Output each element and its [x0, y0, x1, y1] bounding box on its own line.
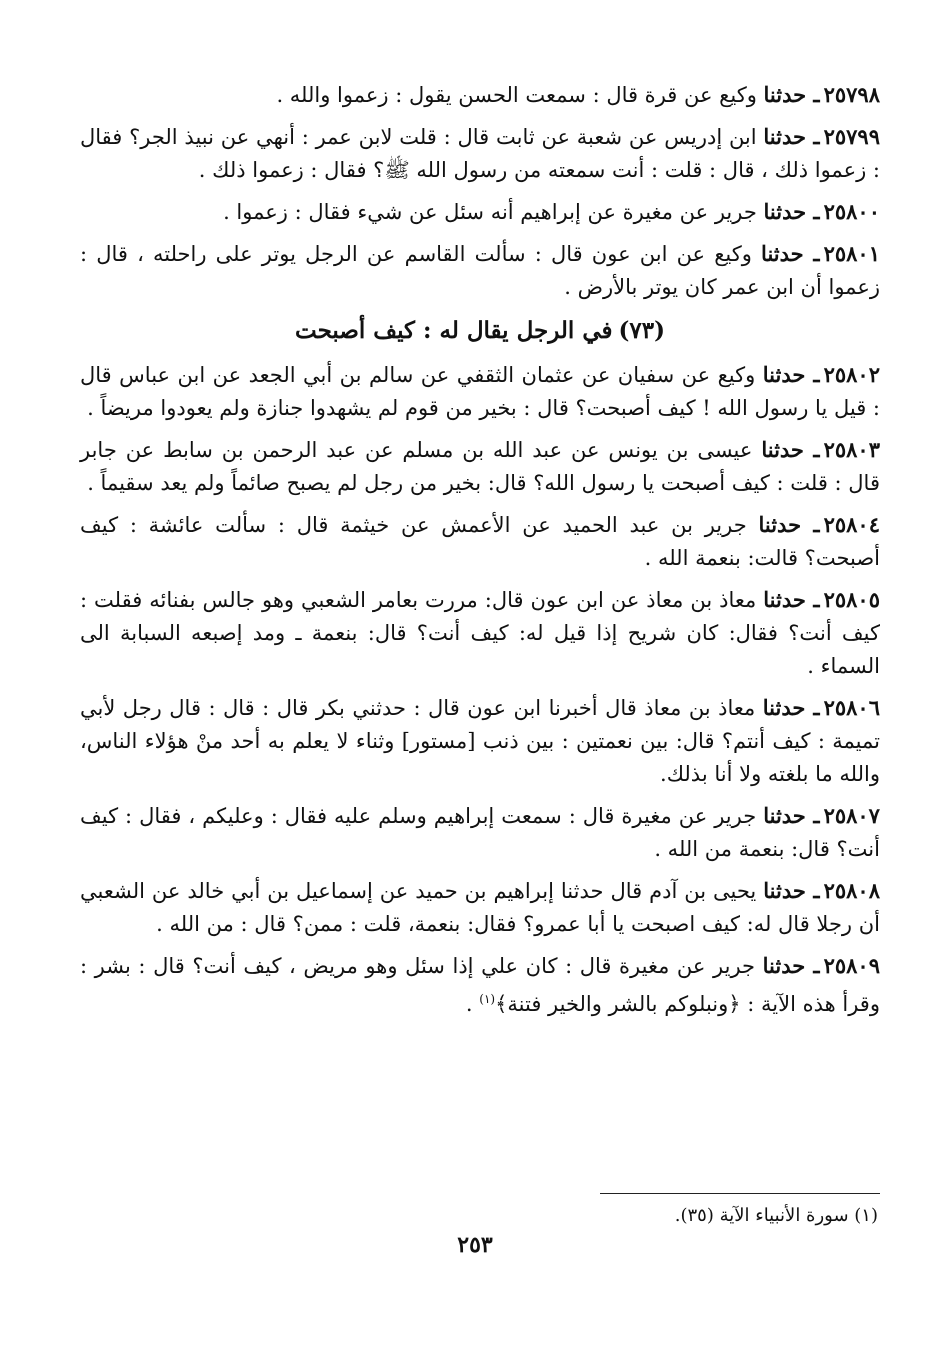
- chapter-title: في الرجل يقال له : كيف أصبحت: [294, 317, 613, 344]
- hadith-25804: [80, 508, 880, 575]
- hadith-lead: ـ حدثنا: [763, 199, 820, 224]
- hadith-number: ٢٥٨٠٣: [823, 437, 880, 462]
- hadith-text: عيسى بن يونس عن عبد الله بن مسلم عن عبد الرحمن بن سابط عن جابر قال : قلت : كيف أصبحت يا رسول الله؟ قال: بخير من رجل لم يصبح صائماً ولم يعد سقيماً .: [80, 438, 880, 495]
- hadith-25809: [80, 949, 880, 1021]
- hadith-text: جرير عن مغيرة قال : كان علي إذا سئل وهو مريض ، كيف أنت؟ قال : بشر : وقرأ هذه الآية : ﴿ونبلوكم بالشر والخير فتنة﴾: [80, 954, 880, 1016]
- hadith-number: ٢٥٨٠١: [823, 241, 880, 266]
- footnote-ref: (١): [479, 992, 496, 1006]
- hadith-25807: [80, 799, 880, 866]
- footnote: (١) سورة الأنبياء الآية (٣٥).: [674, 1205, 878, 1226]
- page-number: ٢٥٣: [457, 1232, 493, 1258]
- hadith-lead: ـ حدثنا: [758, 512, 820, 537]
- hadith-25805: [80, 583, 880, 683]
- hadith-number: ٢٥٨٠٥: [823, 587, 880, 612]
- hadith-text: وكيع عن سفيان عن عثمان الثقفي عن سالم بن أبي الجعد عن ابن عباس قال : قيل يا رسول الله ! كيف أصبحت؟ قال : بخير من قوم لم يشهدوا جنازة ولم يعودوا مريضاً .: [80, 363, 880, 420]
- hadith-text: معاذ بن معاذ عن ابن عون قال: مررت بعامر الشعبي وهو جالس بفنائه فقلت : كيف أنت؟ فقال: كان شريح إذا قيل له: كيف أنت؟ قال: بنعمة ـ ومد إصبعه السبابة الى السماء .: [80, 588, 880, 678]
- hadith-text: معاذ بن معاذ قال أخبرنا ابن عون قال : حدثني بكر قال : قال : قال رجل لأبي تميمة : كيف أنتم؟ قال: بين نعمتين : بين ذنب [مستور] وثناء لا يعلم به أحد منْ هؤلاء الناس، والله ما بلغته ولا أنا بذلك.: [80, 696, 880, 786]
- hadith-25800: [80, 195, 880, 229]
- hadith-25798: [80, 78, 880, 112]
- hadith-number: ٢٥٧٩٩: [823, 124, 880, 149]
- hadith-text: جرير عن مغيرة قال : سمعت إبراهيم وسلم عليه فقال : وعليكم ، فقال : كيف أنت؟ قال: بنعمة من الله .: [80, 804, 880, 861]
- hadith-number: ٢٥٨٠٤: [823, 512, 880, 537]
- hadith-lead: ـ حدثنا: [761, 241, 820, 266]
- hadith-lead: ـ حدثنا: [762, 953, 820, 978]
- hadith-lead: ـ حدثنا: [762, 695, 820, 720]
- hadith-lead: ـ حدثنا: [763, 803, 820, 828]
- footnote-divider: [600, 1193, 880, 1194]
- hadith-lead: ـ حدثنا: [762, 362, 820, 387]
- hadith-lead: ـ حدثنا: [761, 437, 820, 462]
- hadith-25802: [80, 358, 880, 425]
- hadith-lead: ـ حدثنا: [763, 587, 820, 612]
- hadith-text: وكيع عن قرة قال : سمعت الحسن يقول : زعموا والله .: [276, 83, 757, 107]
- hadith-number: ٢٥٨٠٢: [823, 362, 880, 387]
- hadith-text: جرير عن مغيرة عن إبراهيم أنه سئل عن شيء فقال : زعموا .: [223, 200, 757, 224]
- chapter-heading: [80, 314, 880, 348]
- hadith-number: ٢٥٨٠٧: [823, 803, 880, 828]
- hadith-tail: .: [465, 992, 480, 1016]
- hadith-number: ٢٥٧٩٨: [823, 82, 880, 107]
- page-body: [80, 78, 880, 1029]
- hadith-25803: [80, 433, 880, 500]
- hadith-number: ٢٥٨٠٦: [823, 695, 880, 720]
- hadith-number: ٢٥٨٠٩: [823, 953, 880, 978]
- hadith-lead: ـ حدثنا: [763, 124, 820, 149]
- hadith-text: ابن إدريس عن شعبة عن ثابت قال : قلت لابن عمر : أنهي عن نبيذ الجر؟ فقال : زعموا ذلك ، قال : قلت : أنت سمعته من رسول الله ﷺ؟ فقال : زعموا ذلك .: [80, 125, 880, 182]
- hadith-text: وكيع عن ابن عون قال : سألت القاسم عن الرجل يوتر على راحلته ، قال : زعموا أن ابن عمر كان يوتر بالأرض .: [80, 242, 880, 299]
- hadith-25801: [80, 237, 880, 304]
- hadith-lead: ـ حدثنا: [763, 82, 820, 107]
- hadith-25806: [80, 691, 880, 791]
- hadith-25799: [80, 120, 880, 187]
- chapter-number: (٧٣): [618, 317, 665, 344]
- hadith-number: ٢٥٨٠٨: [823, 878, 880, 903]
- hadith-25808: [80, 874, 880, 941]
- hadith-number: ٢٥٨٠٠: [823, 199, 880, 224]
- hadith-lead: ـ حدثنا: [763, 878, 820, 903]
- hadith-text: يحيى بن آدم قال حدثنا إبراهيم بن حميد عن إسماعيل بن أبي خالد عن الشعبي أن رجلا قال له: كيف اصبحت يا أبا عمرو؟ فقال: بنعمة، قلت : ممن؟ قال : من الله .: [80, 879, 880, 936]
- hadith-text: جرير بن عبد الحميد عن الأعمش عن خيثمة قال : سألت عائشة : كيف أصبحت؟ قالت: بنعمة الله .: [80, 513, 880, 570]
